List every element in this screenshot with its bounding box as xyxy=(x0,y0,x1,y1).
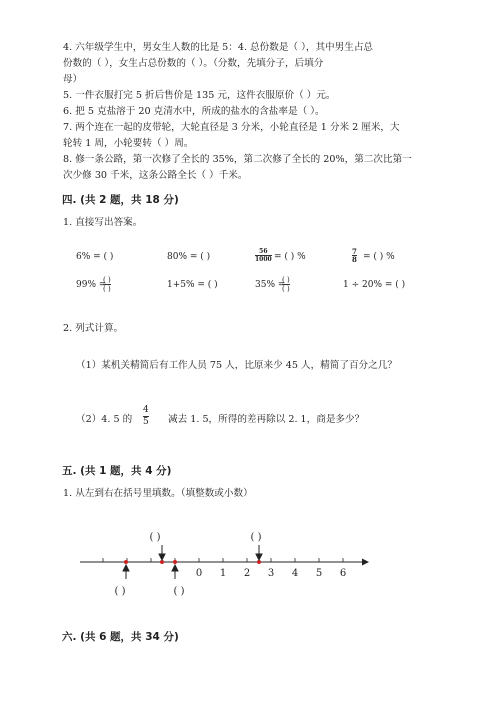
section-4-q1-title: 1. 直接写出答案。 xyxy=(63,217,143,228)
question-5: 5. 一件衣服打完 5 折后售价是 135 元，这件衣服原价（ ）元。 xyxy=(63,90,336,101)
blank-above-1: ( ) xyxy=(149,532,161,543)
section-4-q2-part-2-prefix: （2）4. 5 的 xyxy=(76,414,133,425)
question-7-line-2: 轮转 1 周，小轮要转（ ）周。 xyxy=(63,138,194,149)
calc-80-percent: 80% = ( ) xyxy=(167,252,211,262)
calc-56-1000-rest: = ( ) % xyxy=(274,252,306,262)
down-arrow-head xyxy=(256,554,262,560)
fraction-numerator: ( ) xyxy=(103,276,111,284)
tick-label-4: 4 xyxy=(291,568,299,579)
tick-label-6: 6 xyxy=(339,568,347,579)
tick-label-0: 0 xyxy=(195,568,203,579)
fraction-blank-99 xyxy=(103,276,111,293)
question-7-line-1: 7. 两个连在一起的皮带轮，大轮直径是 3 分米，小轮直径是 1 分米 2 厘米，大 xyxy=(63,122,400,133)
blank-above-2: ( ) xyxy=(250,532,262,543)
number-line xyxy=(0,520,500,640)
question-8-line-1: 8. 修一条公路，第一次修了全长的 35%，第二次修了全长的 20%，第二次比第一 xyxy=(63,154,412,165)
question-8-line-2: 次少修 30 千米，这条公路全长（ ）千米。 xyxy=(63,170,248,181)
calc-35-percent: 35% = xyxy=(255,280,286,290)
fraction-numerator: 4 xyxy=(143,405,149,415)
fraction-blank-35 xyxy=(282,276,290,293)
section-4-heading: 四. (共 2 题，共 18 分) xyxy=(62,194,179,206)
blank-below-2: ( ) xyxy=(173,586,185,597)
up-arrow-head xyxy=(172,565,178,571)
blank-below-1: ( ) xyxy=(114,586,126,597)
up-arrow-head xyxy=(123,565,129,571)
tick-label-3: 3 xyxy=(267,568,275,579)
number-line-arrowhead xyxy=(362,559,369,566)
calc-7-8-rest: = ( ) % xyxy=(363,252,395,262)
fraction-7-8 xyxy=(352,248,357,263)
section-4-q2-part-1: （1）某机关精简后有工作人员 75 人，比原来少 45 人，精简了百分之几？ xyxy=(76,360,397,371)
number-line-ticks xyxy=(103,558,343,562)
section-4-q2-part-2-suffix: 减去 1. 5，所得的差再除以 2. 1，商是多少？ xyxy=(168,414,365,425)
tick-label-1: 1 xyxy=(219,568,227,579)
question-4-line-2: 份数的（ ），女生占总份数的（ ）。（分数，先填分子，后填分 xyxy=(63,58,324,69)
fraction-denominator: 8 xyxy=(352,255,357,264)
number-line-point xyxy=(124,560,128,564)
question-4-line-3: 母） xyxy=(63,74,83,85)
section-4-q2-title: 2. 列式计算。 xyxy=(63,323,124,334)
fraction-numerator: ( ) xyxy=(282,276,290,284)
fraction-4-5 xyxy=(143,405,149,428)
number-line-point xyxy=(173,560,177,564)
fraction-denominator: ( ) xyxy=(103,285,111,293)
section-5-q1-title: 1. 从左到右在括号里填数。（填整数或小数） xyxy=(63,488,253,499)
section-5-heading: 五. (共 1 题，共 4 分) xyxy=(62,465,172,477)
fraction-56-1000 xyxy=(255,248,272,263)
fraction-denominator: 5 xyxy=(143,417,149,427)
down-arrow-head xyxy=(159,554,165,560)
fraction-numerator: 7 xyxy=(352,247,357,256)
tick-label-2: 2 xyxy=(243,568,251,579)
tick-label-5: 5 xyxy=(315,568,323,579)
question-6: 6. 把 5 克盐溶于 20 克清水中，所成的盐水的含盐率是（ ）。 xyxy=(63,106,325,117)
calc-6-percent: 6% = ( ) xyxy=(76,252,114,262)
calc-1-div-20-percent: 1 ÷ 20% = ( ) xyxy=(343,280,406,290)
fraction-numerator: 56 xyxy=(259,248,268,255)
question-4-line-1: 4. 六年级学生中，男女生人数的比是 5：4. 总份数是（ ），其中男生占总 xyxy=(63,42,374,53)
calc-1-plus-5-percent: 1+5% = ( ) xyxy=(167,280,218,290)
fraction-denominator: ( ) xyxy=(282,285,290,293)
section-6-heading: 六. (共 6 题，共 34 分) xyxy=(62,631,179,643)
calc-99-percent: 99% = xyxy=(76,280,107,290)
fraction-denominator: 1000 xyxy=(255,256,272,263)
